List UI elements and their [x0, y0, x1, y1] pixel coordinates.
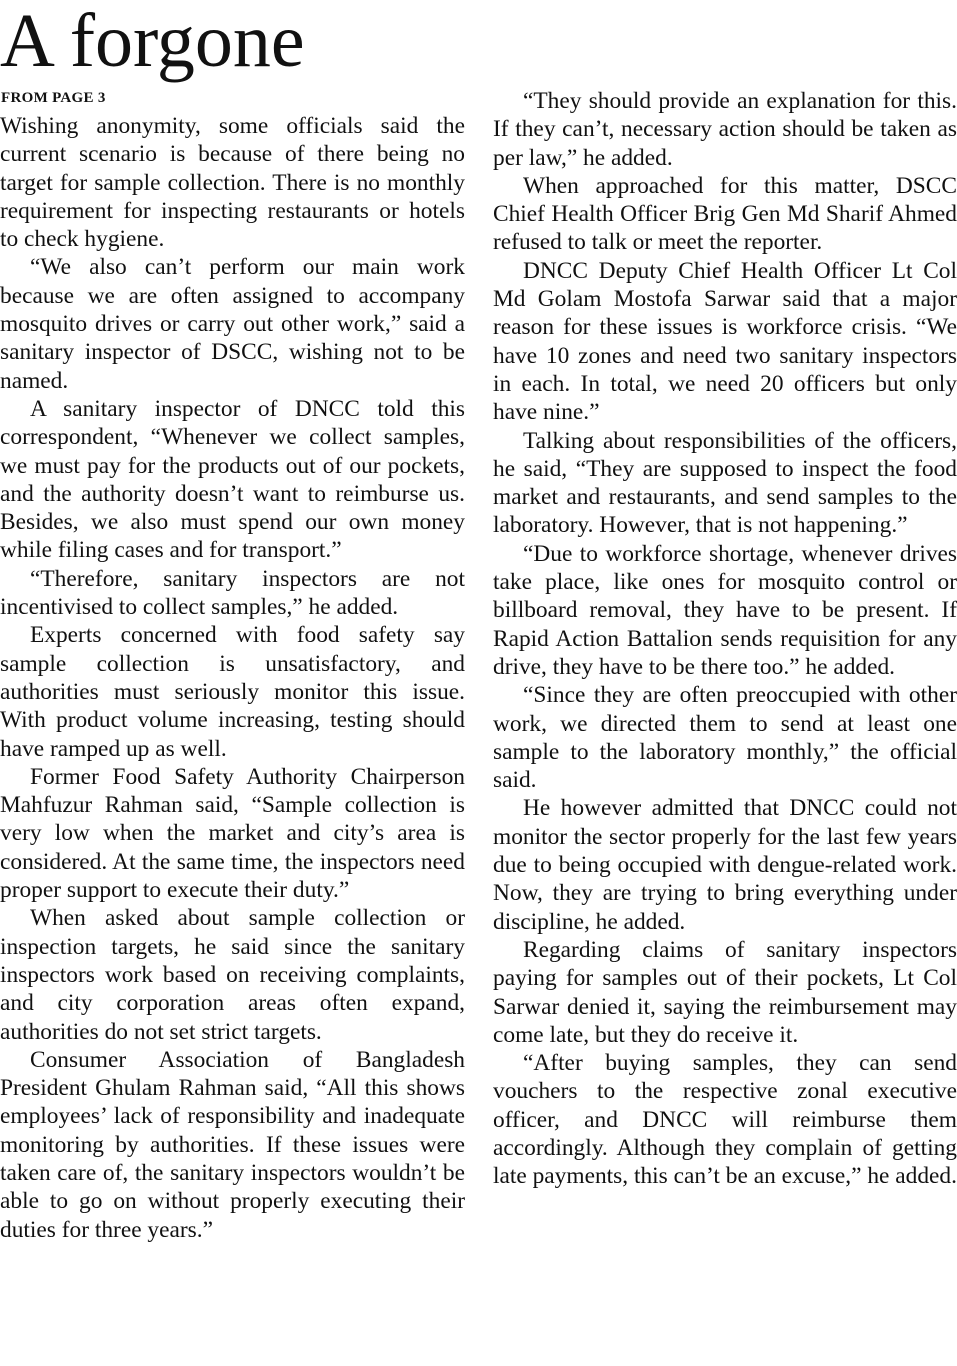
paragraph: He however admitted that DNCC could not monitor the sector properly for the last few years due to being occupied with dengue-related work. Now, they are trying to bring everything under discipline, he added. — [493, 795, 957, 935]
paragraph: “They should provide an explanation for this. If they can’t, necessary action should be taken as per law,” he added. — [493, 88, 957, 171]
paragraph: When asked about sample collection or inspection targets, he said since the sanitary inspectors work based on receiving complaints, and city corporation areas often expand, authorities do not set strict targets. — [0, 905, 465, 1045]
headline: A forgone — [0, 0, 305, 83]
paragraph: “Due to workforce shortage, whenever drives take place, like ones for mosquito control or billboard removal, they have to be present. If Rapid Action Battalion sends requisition for any drive, they have to be there too.” he added. — [493, 540, 957, 680]
right-column — [493, 87, 957, 1191]
paragraph: Consumer Association of Bangladesh President Ghulam Rahman said, “All this shows employees’ lack of responsibility and inadequate monitoring by authorities. If these issues were taken care of, the sanitary inspectors wouldn’t be able to go on without properly executing their duties for three years.” — [0, 1046, 465, 1243]
paragraph: “We also can’t perform our main work because we are often assigned to accompany mosquito drives or carry out other work,” said a sanitary inspector of DSCC, wishing not to be named. — [0, 254, 465, 394]
paragraph: “After buying samples, they can send vouchers to the respective zonal executive officer, and DNCC will reimburse them accordingly. Although they complain of getting late payments, this can’t be an excuse,” he added. — [493, 1050, 957, 1190]
paragraph: “Since they are often preoccupied with other work, we directed them to send at least one sample to the laboratory monthly,” the official said. — [493, 682, 957, 794]
left-column — [0, 112, 465, 1244]
paragraph: “Therefore, sanitary inspectors are not incentivised to collect samples,” he added. — [0, 565, 465, 621]
paragraph: Experts concerned with food safety say sample collection is unsatisfactory, and authorities must seriously monitor this issue. With product volume increasing, testing should have ramped up as well. — [0, 622, 465, 762]
paragraph: When approached for this matter, DSCC Chief Health Officer Brig Gen Md Sharif Ahmed refused to talk or meet the reporter. — [493, 172, 957, 256]
paragraph: Wishing anonymity, some officials said the current scenario is because of there being no target for sample collection. There is no monthly requirement for inspecting restaurants or hotels to check hygiene. — [0, 113, 465, 253]
paragraph: Regarding claims of sanitary inspectors paying for samples out of their pockets, Lt Col Sarwar denied it, saying the reimbursement may come late, but they do receive it. — [493, 936, 957, 1048]
paragraph: Former Food Safety Authority Chairperson Mahfuzur Rahman said, “Sample collection is very low when the market and city’s area is considered. At the same time, the inspectors need proper support to execute their duty.” — [0, 763, 465, 904]
paragraph: Talking about responsibilities of the officers, he said, “They are supposed to inspect the food market and restaurants, and send samples to the laboratory. However, that is not happening.” — [493, 427, 957, 539]
paragraph: DNCC Deputy Chief Health Officer Lt Col Md Golam Mostofa Sarwar said that a major reason for these issues is workforce crisis. “We have 10 zones and need two sanitary inspectors in each. In total, we need 20 officers but only have nine.” — [493, 257, 957, 426]
paragraph: A sanitary inspector of DNCC told this correspondent, “Whenever we collect samples, we must pay for the products out of our pockets, and the authority doesn’t want to reimburse us. Besides, we also must spend our own money while filing cases and for transport.” — [0, 395, 465, 564]
jump-label: FROM PAGE 3 — [1, 90, 106, 106]
